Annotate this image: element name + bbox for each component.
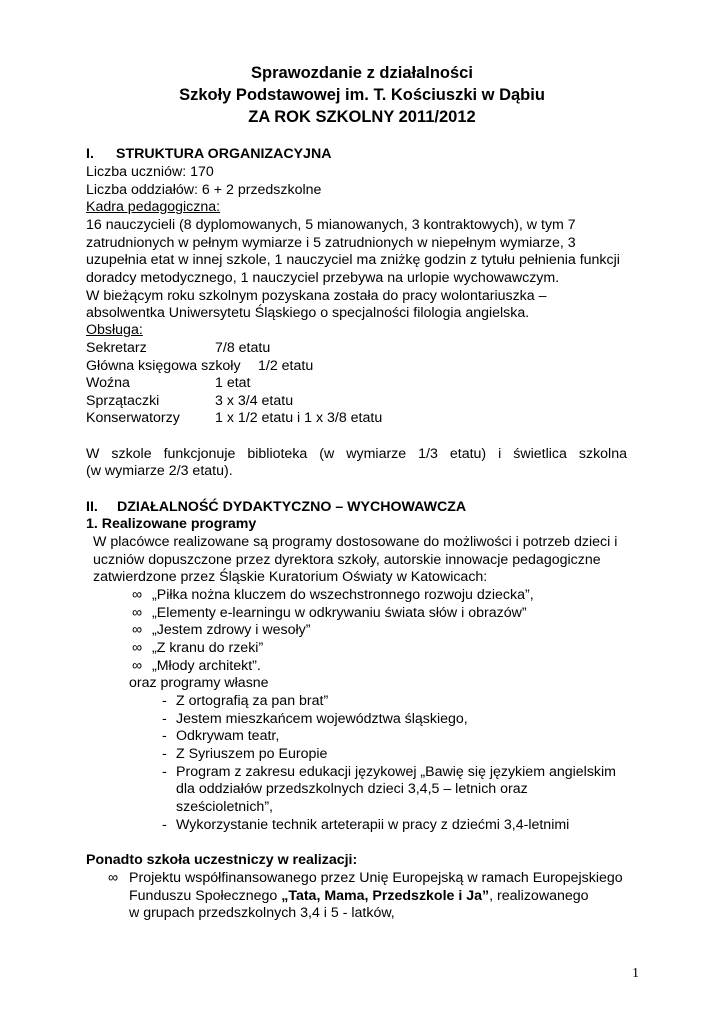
- section-2-heading: DZIAŁALNOŚĆ DYDAKTYCZNO – WYCHOWAWCZA: [117, 499, 467, 515]
- own-program-name: Wykorzystanie technik arteterapii w pracy z dziećmi 3,4-letnimi: [176, 817, 570, 833]
- innovation-name: „Elementy e-learningu w odkrywaniu świata słów i obrazów”: [152, 605, 527, 621]
- section-1-number: I.: [86, 146, 94, 162]
- innovation-name: „Młody architekt”.: [152, 658, 261, 674]
- list-item: [132, 605, 527, 622]
- project-text: Funduszu Społecznego: [129, 888, 282, 904]
- library-text-line: W szkole funkcjonuje biblioteka (w wymiarze 1/3 etatu) i świetlica szkolna: [86, 446, 627, 462]
- dash-bullet-icon: -: [162, 711, 167, 727]
- staff-text-line: absolwentka Uniwersytetu Śląskiego o specjalności filologia angielska.: [86, 305, 530, 321]
- list-item: [162, 817, 569, 834]
- service-amount: 7/8 etatu: [215, 340, 271, 356]
- service-role: Sprzątaczki: [86, 393, 160, 409]
- project-text-line: w grupach przedszkolnych 3,4 i 5 - latków,: [129, 905, 395, 921]
- innovation-name: „Jestem zdrowy i wesoły”: [152, 622, 311, 638]
- service-amount: 1 x 1/2 etatu i 1 x 3/8 etatu: [215, 410, 383, 426]
- library-text-line: (w wymiarze 2/3 etatu).: [86, 463, 233, 479]
- service-amount: 1/2 etatu: [258, 358, 314, 374]
- service-label: Obsługa:: [86, 322, 143, 338]
- innovation-name: „Z kranu do rzeki”: [152, 640, 264, 656]
- staff-text-line: W bieżącym roku szkolnym pozyskana została do pracy wolontariuszka –: [86, 288, 547, 304]
- own-programs-label: oraz programy własne: [129, 675, 269, 691]
- service-role: Główna księgowa szkoły: [86, 358, 241, 374]
- list-item: [162, 728, 279, 745]
- list-item: [132, 658, 261, 675]
- project-text-line: [129, 888, 589, 905]
- list-item: [162, 711, 468, 728]
- own-program-name: Program z zakresu edukacji językowej „Bawię się językiem angielskim: [176, 764, 616, 780]
- staff-text-line: doradcy metodycznego, 1 nauczyciel przebywa na urlopie wychowawczym.: [86, 270, 560, 286]
- staff-label: Kadra pedagogiczna:: [86, 199, 221, 215]
- project-text: , realizowanego: [489, 888, 589, 904]
- student-count: Liczba uczniów: 170: [86, 164, 214, 180]
- staff-text-line: 16 nauczycieli (8 dyplomowanych, 5 mianowanych, 3 kontraktowych), w tym 7: [86, 217, 576, 233]
- service-role: Woźna: [86, 375, 130, 391]
- list-item: [132, 622, 310, 639]
- section-1-heading: STRUKTURA ORGANIZACYJNA: [116, 146, 332, 162]
- infinity-bullet-icon: ∞: [132, 622, 143, 638]
- project-text-line: Projektu współfinansowanego przez Unię Europejską w ramach Europejskiego: [129, 870, 623, 886]
- infinity-bullet-icon: ∞: [132, 640, 143, 656]
- dash-bullet-icon: -: [162, 746, 167, 762]
- staff-text-line: uzupełnia etat w innej szkole, 1 nauczyciel ma zniżkę godzin z tytułu pełnienia funkcji: [86, 252, 620, 268]
- service-row: [86, 340, 147, 357]
- dash-bullet-icon: -: [162, 693, 167, 709]
- list-item: [132, 587, 534, 604]
- service-role: Sekretarz: [86, 340, 147, 356]
- infinity-bullet-icon: ∞: [132, 658, 143, 674]
- page-number: 1: [632, 966, 639, 981]
- participation-heading: Ponadto szkoła uczestniczy w realizacji:: [86, 852, 358, 868]
- own-program-name: Odkrywam teatr,: [176, 728, 280, 744]
- own-program-continuation: dla oddziałów przedszkolnych dzieci 3,4,5 – letnich oraz: [176, 781, 528, 797]
- own-program-name: Z ortografią za pan brat”: [176, 693, 329, 709]
- own-program-continuation: sześcioletnich”,: [176, 799, 273, 815]
- list-item: [162, 764, 616, 781]
- infinity-bullet-icon: ∞: [132, 605, 143, 621]
- service-amount: 1 etat: [215, 375, 251, 391]
- programs-intro-line: W placówce realizowane są programy dostosowane do możliwości i potrzeb dzieci i: [93, 534, 618, 550]
- project-title: „Tata, Mama, Przedszkole i Ja”: [281, 888, 490, 904]
- subsection-heading: 1. Realizowane programy: [86, 516, 257, 532]
- infinity-bullet-icon: ∞: [108, 870, 119, 886]
- report-title-line-3: ZA ROK SZKOLNY 2011/2012: [248, 108, 476, 126]
- list-item: [162, 746, 327, 763]
- own-program-name: Z Syriuszem po Europie: [176, 746, 328, 762]
- dash-bullet-icon: -: [162, 817, 167, 833]
- dash-bullet-icon: -: [162, 764, 167, 780]
- report-title-line-1: Sprawozdanie z działalności: [251, 64, 473, 82]
- list-item: [132, 640, 263, 657]
- service-role: Konserwatorzy: [86, 410, 180, 426]
- innovation-name: „Piłka nożna kluczem do wszechstronnego rozwoju dziecka”,: [152, 587, 534, 603]
- dash-bullet-icon: -: [162, 728, 167, 744]
- report-title-line-2: Szkoły Podstawowej im. T. Kościuszki w Dąbiu: [179, 86, 545, 104]
- section-2-number: II.: [86, 499, 98, 515]
- infinity-bullet-icon: ∞: [132, 587, 143, 603]
- programs-intro-line: uczniów dopuszczone przez dyrektora szkoły, autorskie innowacje pedagogiczne: [93, 552, 601, 568]
- list-item: [162, 693, 328, 710]
- programs-intro-line: zatwierdzone przez Śląskie Kuratorium Oświaty w Katowicach:: [93, 569, 488, 585]
- service-amount: 3 x 3/4 etatu: [215, 393, 294, 409]
- own-program-name: Jestem mieszkańcem województwa śląskiego,: [176, 711, 468, 727]
- class-count: Liczba oddziałów: 6 + 2 przedszkolne: [86, 182, 322, 198]
- staff-text-line: zatrudnionych w pełnym wymiarze i 5 zatrudnionych w niepełnym wymiarze, 3: [86, 235, 576, 251]
